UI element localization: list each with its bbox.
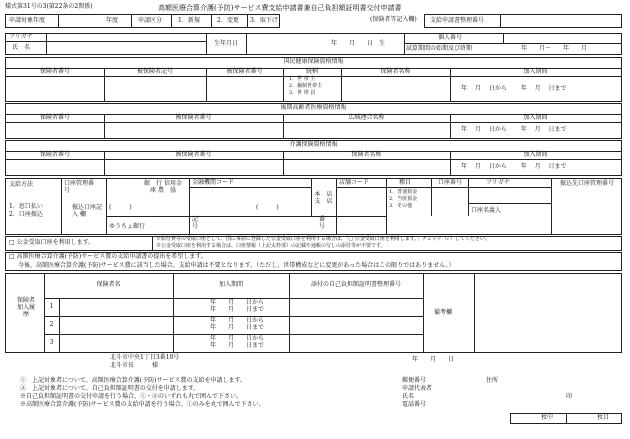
kaigo-section [5,140,622,176]
name-label: 氏 名 [12,44,31,51]
history-row-3-to[interactable]: 年 月 日まで [210,342,265,349]
account-mgmt-no-label: 口座管理番 号 [64,180,101,194]
public-account-note-2: ※公金受取口座を利用する場合は、口座情報（上記太枠部）の記載や通帳の写しの添付等が不要です。 [156,243,386,249]
history-col-insurer: 保険者名 [96,281,121,288]
public-account-section [5,236,622,251]
trial-period-label: 試算期間の始期及び終期 [406,45,473,52]
koki-section [5,103,622,139]
kokuho-heading: 国民健康保険資格情報 [283,58,344,65]
trial-period-value[interactable]: 年 月～ 年 月 [521,45,588,52]
account-number-label: 口座番号 [438,179,463,186]
address-label: 住所 [486,377,499,384]
history-col-period: 加入期間 [218,281,243,288]
application-date[interactable]: 年 月 日 [412,356,455,363]
number-label: 番 号 [319,216,332,230]
kokuho-relation-1[interactable]: 1．世 帯 主 [289,76,316,82]
koki-heading: 後期高齢者医療資格情報 [280,104,347,111]
history-side-label: 保険者加入履歴 [16,297,35,318]
kokuho-section [5,57,622,102]
kaigo-col-period: 加入期間 [523,151,548,158]
furigana-input[interactable] [48,34,204,41]
kaigo-col-insurer-no: 保険者番号 [39,151,70,158]
koki-col-insurer-no: 保険者番号 [39,114,70,121]
dob-label: 生年月日 [214,40,239,47]
phone-label: 電話番号 [402,401,427,408]
page-count-total: 枚中 [541,414,554,421]
kokuho-relation-2[interactable]: 2．擬制世帯主 [289,83,323,89]
fiscal-year-label: 申請対象年度 [9,17,46,24]
bank-type-options[interactable]: 銀 行 信用金庫 農 協 [144,180,182,194]
koki-col-insured-no: 被保険者番号 [175,114,212,121]
page-count-box [510,413,622,424]
seal-mark: 印 [566,393,573,400]
history-row-1-no: 1 [49,303,54,310]
kaigo-heading: 介護保険資格情報 [289,141,338,148]
city-address: 北斗市中央1丁目3番10号 [110,354,180,361]
koki-period-value[interactable]: 年 月 日から 年 月 日まで [461,126,567,133]
kokuho-col-period: 加入期間 [523,68,548,75]
symbol-label: 記 号 [192,216,205,230]
category-label: 申請区分 [138,17,163,24]
category-new[interactable]: 1．新規 [178,17,200,24]
history-row-2-from[interactable]: 年 月 日から [210,317,265,324]
declaration-1[interactable]: ① 上記対象者について、高額医療合算介護(予防)サービス費の支給を申請します。 [20,377,246,384]
account-type-other[interactable]: 3．その他 [389,203,413,209]
history-row-3-from[interactable]: 年 月 日から [210,335,265,342]
consent-checkbox[interactable]: □ 高額医療合算介護(予防)サービス費の支給申請書の提出を希望します。 [9,253,207,260]
declaration-2[interactable]: ② 上記対象者について、自己負担額証明書の交付を申請します。 [20,385,200,392]
history-row-2-no: 2 [49,321,54,328]
form-number: 様式第31号の3(第22条の2関係) [5,3,93,10]
kokuho-col-relation: 続柄 [305,68,318,75]
consent-section [5,252,622,271]
kaigo-col-insured-no: 被保険者番号 [175,151,212,158]
mayor-addressee: 北斗市長 様 [110,362,159,369]
consent-note: 今後、高額医療合算介護(予防)サービス費に該当した場合、支給申請は不要となります。（ただし、世帯構成などに変更があった場合はこの限りではありません。） [18,262,455,269]
payment-method-label: 支給方法 [9,181,34,188]
category-change[interactable]: 2．変更 [217,17,239,24]
representative-label: 申請代表者 [402,385,433,392]
declaration-note-1: ※自己負担額証明書の交付申請を行う場合、①・②のいずれも丸で囲んで下さい。 [20,393,243,400]
history-row-2-to[interactable]: 年 月 日まで [210,324,265,331]
name-input[interactable] [48,42,204,54]
form-title: 高額医療合算介護(予防)サービス費支給申請書兼自己負担額証明書交付申請書 [158,4,402,12]
kaigo-period-value[interactable]: 年 月 日から 年 月 日まで [461,163,567,170]
history-remarks-label: 備考欄 [434,309,453,316]
bank-type-paren: ( ) [109,204,132,211]
personal-number-input[interactable] [505,34,621,42]
account-type-label: 種目 [399,179,412,186]
kokuho-col-insurer-name: 保険者名称 [380,68,411,75]
payment-option-window[interactable]: 1．窓口払い [9,203,43,210]
koki-col-union-name: 広域連合名称 [348,114,385,121]
branch-code-label: 店舗コード [339,179,370,186]
reference-number-box [424,14,622,28]
public-account-checkbox[interactable]: □ 公金受取口座を利用します。 [9,239,95,246]
fi-code-label: 金融機関コード [192,179,235,186]
insurer-field-note: (保険者等記入欄) [370,16,417,23]
category-withdraw[interactable]: 3．取下げ [250,17,278,24]
deadline-mgmt-no-label: 振込先口座管理番号 [559,180,614,187]
dob-value[interactable]: 年 月 日 生 [331,40,386,47]
personal-number-label: 個人番号 [438,34,463,41]
transfer-entry-label: 振込口座記 入 欄 [72,204,103,218]
kokuho-col-symbol: 被保険者記号 [136,68,173,75]
postal-code-label: 郵便番号 [402,377,427,384]
kokuho-relation-3[interactable]: 3．世 帯 員 [289,90,316,96]
account-type-ordinary[interactable]: 1．普通預金 [389,189,418,195]
page-count-current: 枚目 [597,414,610,421]
kaigo-col-insurer-name: 保険者名称 [351,151,382,158]
history-col-certificate: 添付の自己負担額証明書整理番号 [310,281,401,288]
yucho-label: ゆうちょ銀行 [109,223,146,230]
public-account-note-1: ※給付費等の受取口座として、国に事前に登録した公金受取口座を利用する場合は、「□ 公金受取口座を利用します。」チェック（✓）してください。 [156,236,490,242]
furigana-label: フリガナ [9,33,33,40]
branch-type-options[interactable]: 本 店 支 店 [314,191,333,205]
applicant-name-label: 氏名 [402,393,415,400]
history-section [5,273,622,353]
branch-paren: ( ) [256,204,279,211]
kokuho-col-insurer-no: 保険者番号 [39,68,70,75]
history-row-1-to[interactable]: 年 月 日まで [210,306,265,313]
holder-furigana-label: フリガナ [486,179,510,186]
account-holder-label: 口座名義人 [471,207,502,214]
declaration-note-2: ※高額医療合算介護(予防)サービス費の支給申請を行う場合、①のみを丸で囲んで下さい。 [20,401,265,408]
applicant-section [5,33,622,55]
fiscal-year-unit: 年度 [106,17,119,24]
kokuho-col-insured-no: 被保険者番号 [226,68,263,75]
account-type-current[interactable]: 2．当座預金 [389,196,418,202]
history-row-3-no: 3 [49,339,54,346]
payment-option-transfer[interactable]: 2．口座振込 [9,211,43,218]
reference-number-label: 支給申請書整理番号 [430,17,485,24]
history-row-1-from[interactable]: 年 月 日から [210,299,265,306]
bank-section [5,178,622,235]
header-fields [5,14,280,28]
koki-col-period: 加入期間 [523,114,548,121]
kokuho-period-value[interactable]: 年 月 日から 年 月 日まで [461,85,567,92]
